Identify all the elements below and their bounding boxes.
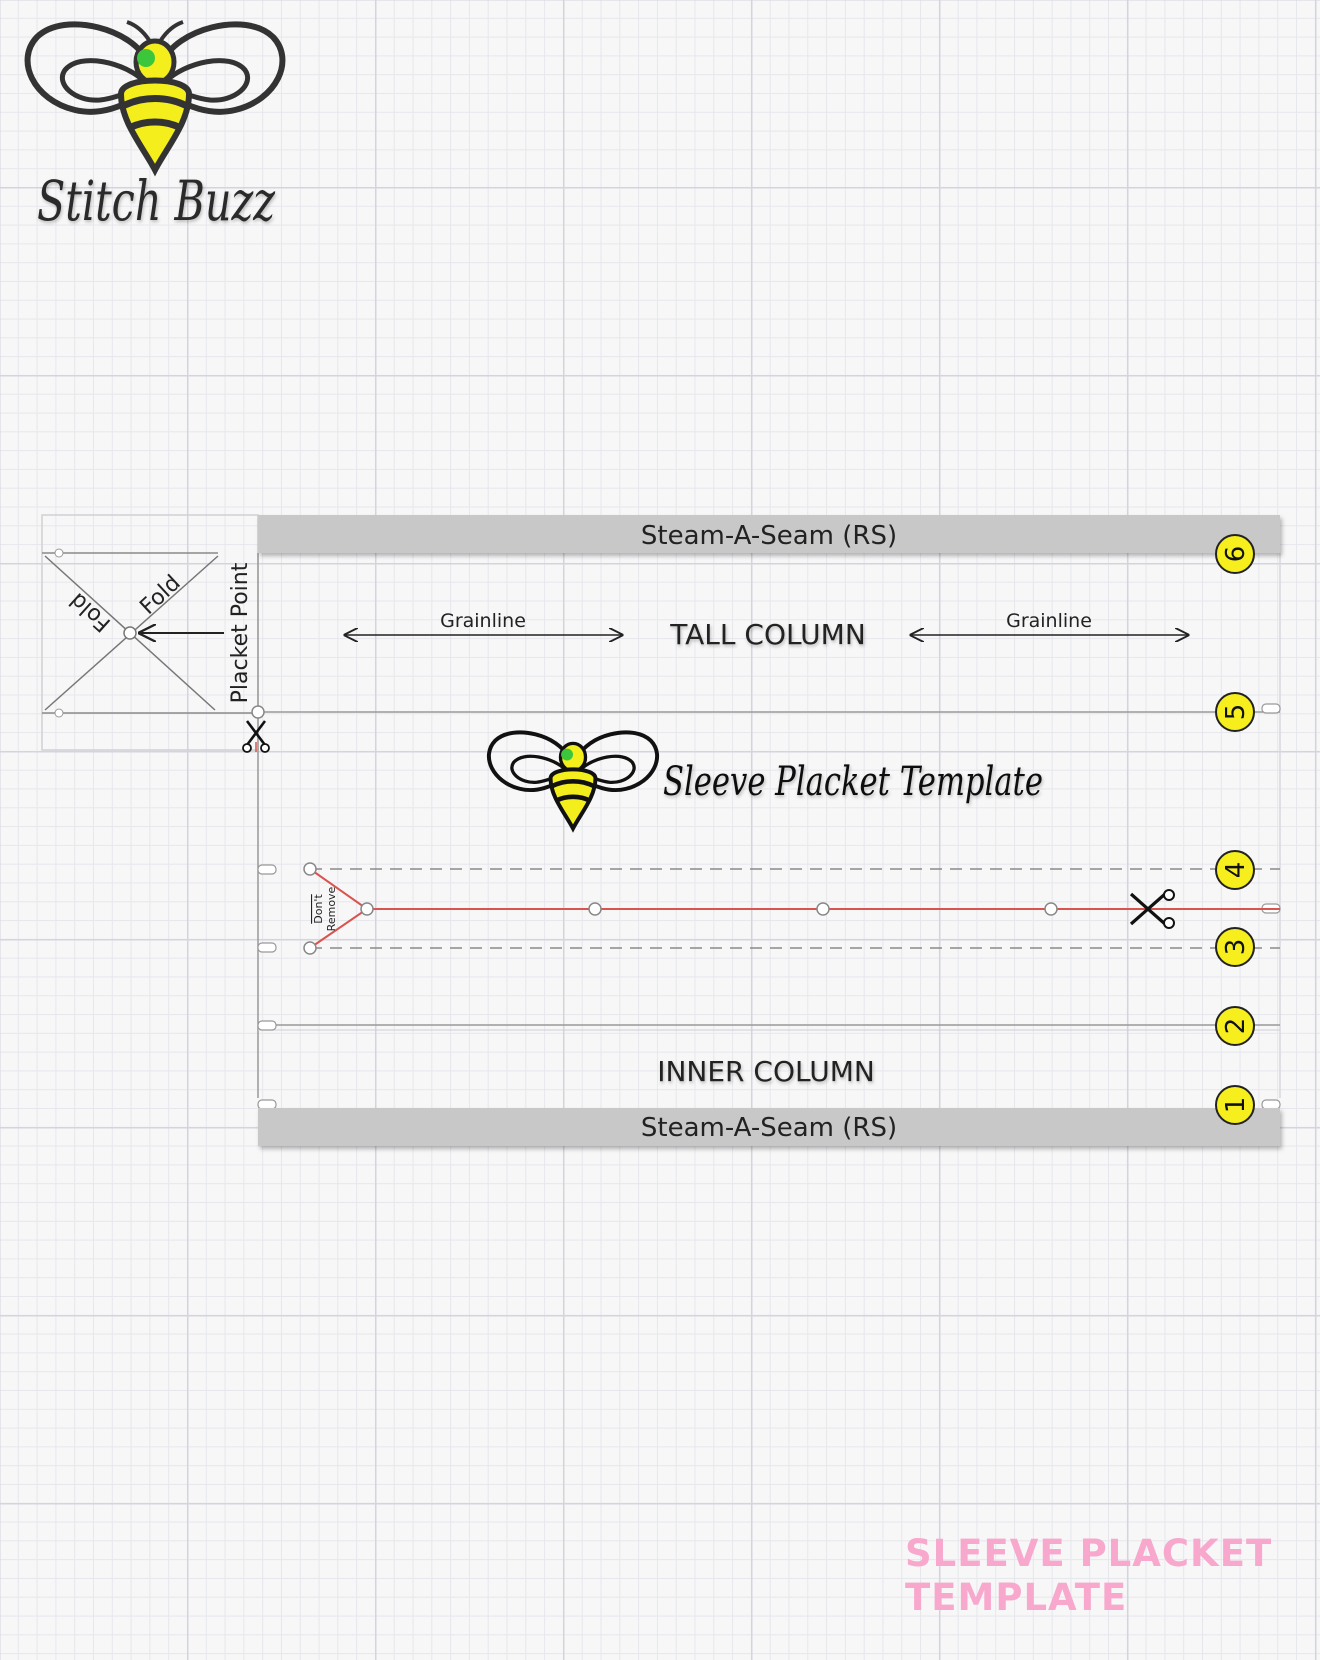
fold-label: Fold bbox=[135, 570, 186, 620]
brand-logo bbox=[28, 22, 283, 233]
brand-name: Stitch Buzz bbox=[37, 169, 276, 233]
tall-column-label: TALL COLUMN bbox=[670, 618, 866, 651]
grainline-label: Grainline bbox=[1006, 610, 1092, 632]
bee-logo-icon bbox=[28, 22, 283, 170]
marker-number: 5 bbox=[1221, 703, 1251, 721]
steam-a-seam-top-strip bbox=[258, 515, 1280, 553]
marker-4 bbox=[1216, 851, 1254, 889]
number-markers bbox=[1216, 535, 1254, 1124]
grainline-right bbox=[911, 610, 1188, 635]
grainline-label: Grainline bbox=[440, 610, 526, 632]
marker-2 bbox=[1216, 1007, 1254, 1045]
marker-number: 6 bbox=[1221, 545, 1251, 563]
bee-logo-icon bbox=[489, 732, 657, 828]
dont-label: Don't bbox=[312, 894, 325, 924]
steam-a-seam-bottom-strip bbox=[258, 1108, 1280, 1146]
fold-label: Fold bbox=[65, 587, 116, 637]
marker-number: 3 bbox=[1221, 938, 1251, 956]
watermark-line-2: TEMPLATE bbox=[905, 1576, 1128, 1619]
watermark-title bbox=[905, 1532, 1272, 1620]
marker-3 bbox=[1216, 928, 1254, 966]
marker-number: 4 bbox=[1221, 861, 1251, 879]
marker-6 bbox=[1216, 535, 1254, 573]
marker-number: 2 bbox=[1221, 1017, 1251, 1035]
strip-label-bottom: Steam-A-Seam (RS) bbox=[640, 1113, 898, 1143]
marker-number: 1 bbox=[1221, 1096, 1251, 1114]
watermark-line-1: SLEEVE PLACKET bbox=[905, 1532, 1273, 1575]
strip-label-top: Steam-A-Seam (RS) bbox=[640, 521, 898, 551]
inner-column-label: INNER COLUMN bbox=[657, 1055, 875, 1088]
placket-point-label: Placket Point bbox=[228, 562, 253, 704]
marker-1 bbox=[1216, 1086, 1254, 1124]
fold-point bbox=[124, 627, 136, 639]
marker-5 bbox=[1216, 693, 1254, 731]
remove-label: Remove bbox=[325, 886, 338, 932]
template-title: Sleeve Placket Template bbox=[663, 759, 1043, 805]
grainline-left bbox=[345, 610, 622, 635]
cut-zone bbox=[304, 863, 1280, 954]
